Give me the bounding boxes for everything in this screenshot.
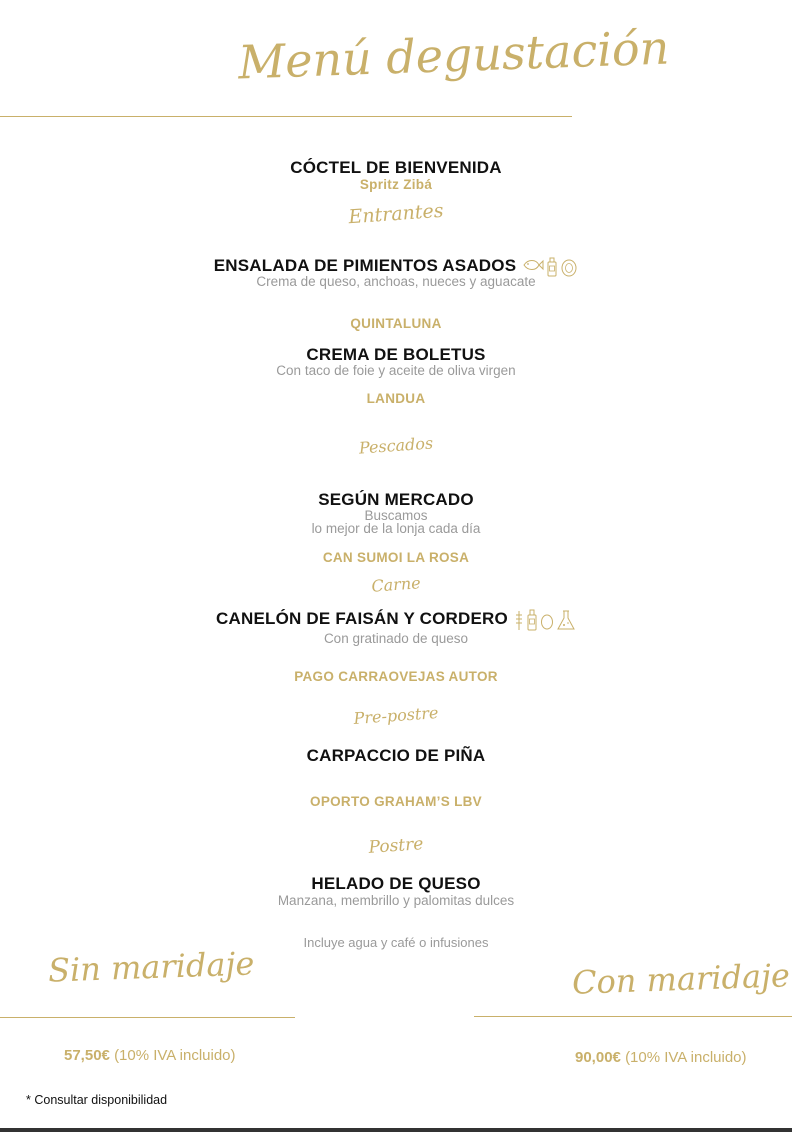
dish-crema-desc: Con taco de foie y aceite de oliva virgen (276, 363, 516, 378)
includes-note: Incluye agua y café o infusiones (303, 935, 489, 950)
sin-price-note: (10% IVA incluido) (114, 1047, 236, 1064)
con-maridaje-divider (474, 1016, 792, 1017)
bottle-icon (526, 609, 538, 631)
menu-title: Menú degustación (237, 20, 671, 90)
dish-canelon-name: CANELÓN DE FAISÁN Y CORDERO (216, 609, 508, 629)
welcome-title: CÓCTEL DE BIENVENIDA (290, 158, 502, 177)
egg-icon (540, 609, 554, 631)
fish-icon (522, 257, 544, 273)
wine-can-sumoi: CAN SUMOI LA ROSA (322, 550, 470, 565)
section-pescados: Pescados (358, 433, 434, 458)
con-price-value: 90,00€ (575, 1049, 621, 1066)
celery-icon (514, 609, 524, 631)
con-maridaje-label: Con maridaje (571, 956, 791, 1002)
section-prepostre: Pre-postre (352, 703, 440, 728)
sin-price-value: 57,50€ (64, 1047, 110, 1064)
dish-mercado-desc1: Buscamos (364, 508, 428, 523)
dish-canelon-desc: Con gratinado de queso (323, 631, 469, 646)
sin-maridaje-divider (0, 1017, 295, 1018)
dish-canelon (0, 609, 792, 631)
sin-maridaje-price (64, 1047, 236, 1064)
bottom-border (0, 1128, 792, 1132)
allergen-icons-canelon (514, 609, 576, 631)
dish-mercado-name: SEGÚN MERCADO (318, 490, 474, 509)
wine-pago-carraovejas: PAGO CARRAOVEJAS AUTOR (294, 669, 498, 684)
dish-helado-desc: Manzana, membrillo y palomitas dulces (277, 893, 515, 908)
dish-mercado-desc2: lo mejor de la lonja cada día (311, 521, 481, 536)
dish-carpaccio-name: CARPACCIO DE PIÑA (306, 746, 486, 765)
dish-helado-name: HELADO DE QUESO (311, 874, 481, 893)
section-entrantes: Entrantes (347, 199, 445, 229)
con-maridaje-price (575, 1049, 747, 1066)
flask-icon (556, 609, 576, 631)
dish-crema-name: CREMA DE BOLETUS (306, 345, 486, 364)
section-carne: Carne (370, 573, 422, 596)
wine-oporto: OPORTO GRAHAM’S LBV (310, 794, 482, 809)
header-divider (0, 116, 572, 117)
wine-landua: LANDUA (366, 391, 426, 406)
availability-footnote: * Consultar disponibilidad (26, 1093, 168, 1107)
sin-maridaje-label: Sin maridaje (47, 944, 255, 990)
con-price-note: (10% IVA incluido) (625, 1049, 747, 1066)
section-postre: Postre (367, 834, 424, 858)
wine-quintaluna: QUINTALUNA (350, 316, 442, 331)
dish-ensalada-name: ENSALADA DE PIMIENTOS ASADOS (213, 256, 517, 275)
welcome-cocktail: Spritz Zibá (359, 177, 433, 192)
dish-ensalada-desc: Crema de queso, anchoas, nueces y aguacate (256, 274, 536, 289)
